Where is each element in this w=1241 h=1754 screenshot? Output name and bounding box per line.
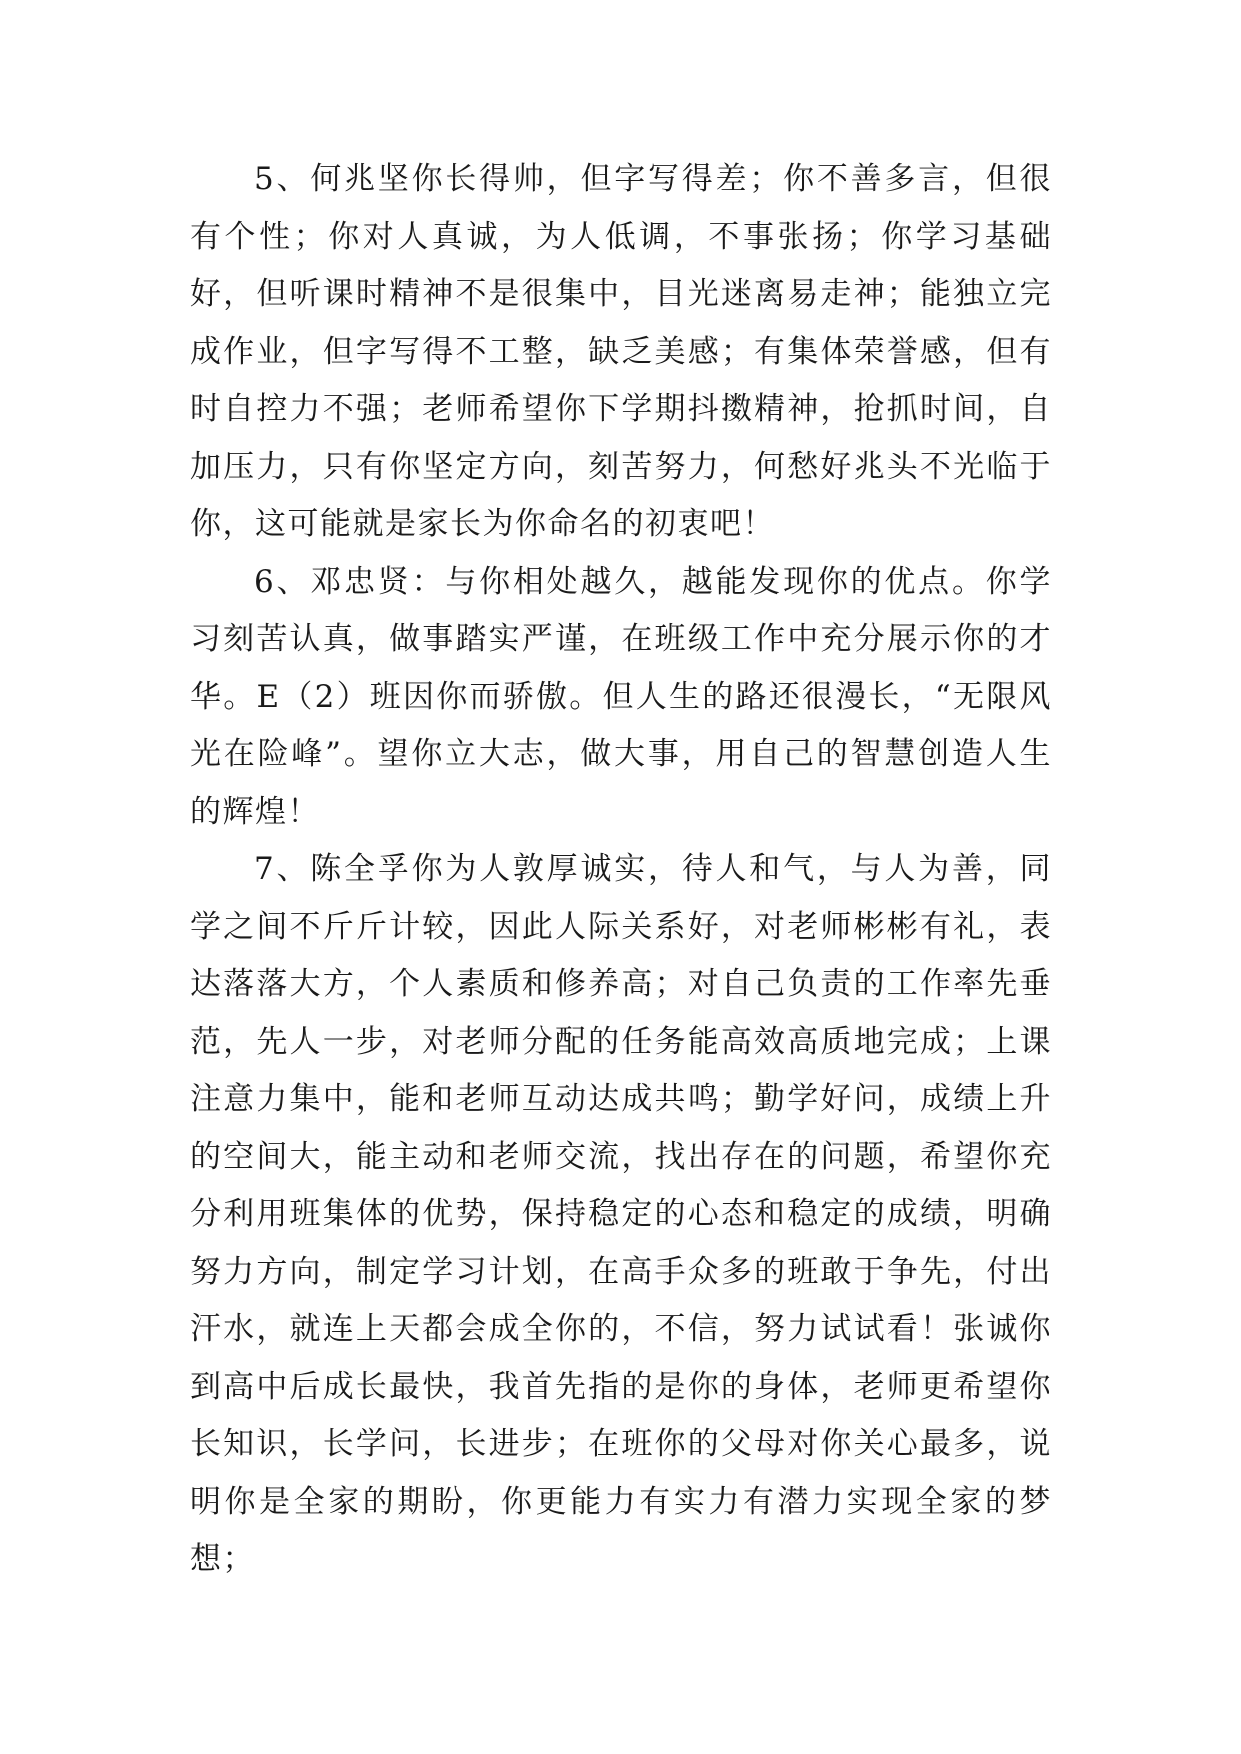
document-body: [190, 151, 1052, 1589]
paragraph-comment-6: 6、邓忠贤：与你相处越久，越能发现你的优点。你学习刻苦认真，做事踏实严谨，在班级工作中充分展示你的才华。E（2）班因你而骄傲。但人生的路还很漫长，“无限风光在险峰”。望你立大志，做大事，用自己的智慧创造人生的辉煌！: [190, 563, 1052, 830]
paragraph-comment-7: 7、陈全孚你为人敦厚诚实，待人和气，与人为善，同学之间不斤斤计较，因此人际关系好，对老师彬彬有礼，表达落落大方，个人素质和修养高；对自己负责的工作率先垂范，先人一步，对老师分配的任务能高效高质地完成；上课注意力集中，能和老师互动达成共鸣；勤学好问，成绩上升的空间大，能主动和老师交流，找出存在的问题，希望你充分利用班集体的优势，保持稳定的心态和稳定的成绩，明确努力方向，制定学习计划，在高手众多的班敢于争先，付出汗水，就连上天都会成全你的，不信，努力试试看！张诚你到高中后成长最快，我首先指的是你的身体，老师更希望你长知识，长学问，长进步；在班你的父母对你关心最多，说明你是全家的期盼，你更能力有实力有潜力实现全家的梦想；: [190, 851, 1052, 1577]
paragraph-comment-5: 5、何兆坚你长得帅，但字写得差；你不善多言，但很有个性；你对人真诚，为人低调，不事张扬；你学习基础好，但听课时精神不是很集中，目光迷离易走神；能独立完成作业，但字写得不工整，缺乏美感；有集体荣誉感，但有时自控力不强；老师希望你下学期抖擞精神，抢抓时间，自加压力，只有你坚定方向，刻苦努力，何愁好兆头不光临于你，这可能就是家长为你命名的初衷吧！: [190, 161, 1052, 542]
